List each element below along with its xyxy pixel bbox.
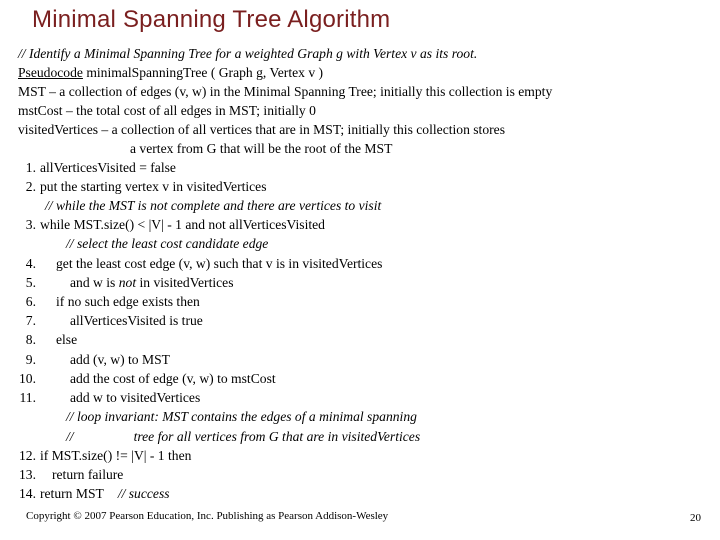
code-line-4: 4. get the least cost edge (v, w) such that v is in visitedVertices	[25, 256, 383, 271]
code-line-14: 14. return MST // success	[19, 486, 170, 501]
copyright-footer: Copyright © 2007 Pearson Education, Inc. Publishing as Pearson Addison-Wesley	[26, 510, 389, 522]
code-line-13: 13. return failure	[19, 467, 124, 482]
slide-title: Minimal Spanning Tree Algorithm	[32, 6, 391, 33]
pseudocode-word: Pseudocode	[18, 65, 83, 80]
comment-while: // while the MST is not complete and there are vertices to visit	[45, 198, 382, 213]
code-line-8: 8. else	[25, 332, 78, 347]
code-line-12: 12. if MST.size() != |V| - 1 then	[19, 448, 192, 463]
code-line-9: 9. add (v, w) to MST	[25, 352, 170, 367]
page-number: 20	[690, 512, 701, 524]
code-line-10: 10. add the cost of edge (v, w) to mstCost	[19, 371, 276, 386]
code-line-11: 11. add w to visitedVertices	[19, 390, 201, 405]
cost-definition: mstCost – the total cost of all edges in MST; initially 0	[18, 103, 316, 118]
header-comment: // Identify a Minimal Spanning Tree for a weighted Graph g with Vertex v as its root.	[18, 46, 478, 61]
visited-definition: visitedVertices – a collection of all vertices that are in MST; initially this collection stores	[18, 122, 505, 137]
code-line-3: 3. while MST.size() < |V| - 1 and not allVerticesVisited	[25, 217, 325, 232]
code-line-5: 5. and w is not in visitedVertices	[25, 275, 234, 290]
comment-invariant-1: // loop invariant: MST contains the edges of a minimal spanning	[66, 409, 417, 424]
code-line-7: 7. allVerticesVisited is true	[25, 313, 203, 328]
code-line-2: 2. put the starting vertex v in visitedVertices	[25, 179, 267, 194]
mst-definition: MST – a collection of edges (v, w) in the Minimal Spanning Tree; initially this collection is empty	[18, 84, 553, 99]
comment-select: // select the least cost candidate edge	[66, 236, 269, 251]
code-line-6: 6. if no such edge exists then	[25, 294, 200, 309]
visited-definition-cont: a vertex from G that will be the root of the MST	[130, 141, 393, 156]
code-line-1: 1. allVerticesVisited = false	[25, 160, 176, 175]
comment-invariant-2: // tree for all vertices from G that are in visitedVertices	[66, 429, 421, 444]
signature-line	[18, 63, 323, 82]
signature-rest: minimalSpanningTree ( Graph g, Vertex v )	[82, 65, 324, 80]
